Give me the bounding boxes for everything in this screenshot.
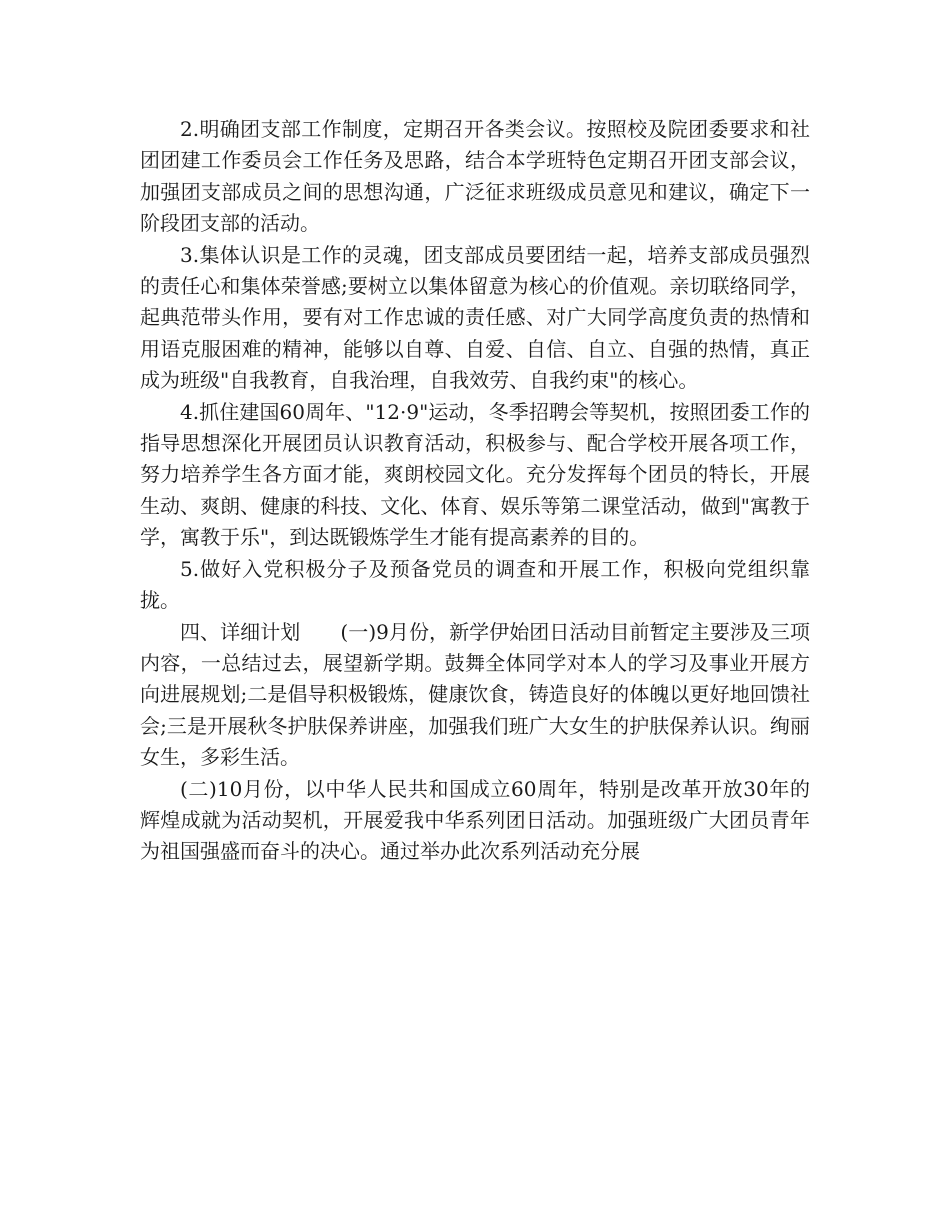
paragraph-detailed-plan: 四、详细计划 (一)9月份，新学伊始团日活动目前暂定主要涉及三项内容，一总结过去，展望新学期。鼓舞全体同学对本人的学习及事业开展方向进展规划;二是倡导积极锻炼，健康饮食，铸造良好的体魄以更好地回馈社会;三是开展秋冬护肤保养讲座，加强我们班广大女生的护肤保养认识。绚丽女生，多彩生活。: [140, 619, 810, 770]
document-page: [140, 114, 810, 868]
paragraph-item-5: 5.做好入党积极分子及预备党员的调查和开展工作，积极向党组织靠拢。: [140, 556, 810, 613]
paragraph-october-plan: (二)10月份，以中华人民共和国成立60周年，特别是改革开放30年的辉煌成就为活动契机，开展爱我中华系列团日活动。加强班级广大团员青年为祖国强盛而奋斗的决心。通过举办此次系列活动充分展: [140, 776, 810, 864]
paragraph-item-3: 3.集体认识是工作的灵魂，团支部成员要团结一起，培养支部成员强烈的责任心和集体荣誉感;要树立以集体留意为核心的价值观。亲切联络同学，起典范带头作用，要有对工作忠诚的责任感、对广大同学高度负责的热情和用语克服困难的精神，能够以自尊、自爱、自信、自立、自强的热情，真正成为班级"自我教育，自我治理，自我效劳、自我约束"的核心。: [140, 242, 810, 393]
paragraph-item-4: 4.抓住建国60周年、"12·9"运动，冬季招聘会等契机，按照团委工作的指导思想深化开展团员认识教育活动，积极参与、配合学校开展各项工作，努力培养学生各方面才能，爽朗校园文化。充分发挥每个团员的特长，开展生动、爽朗、健康的科技、文化、体育、娱乐等第二课堂活动，做到"寓教于学，寓教于乐"，到达既锻炼学生才能有提高素养的目的。: [140, 399, 810, 550]
paragraph-item-2: 2.明确团支部工作制度，定期召开各类会议。按照校及院团委要求和社团团建工作委员会工作任务及思路，结合本学班特色定期召开团支部会议，加强团支部成员之间的思想沟通，广泛征求班级成员意见和建议，确定下一阶段团支部的活动。: [140, 117, 810, 236]
